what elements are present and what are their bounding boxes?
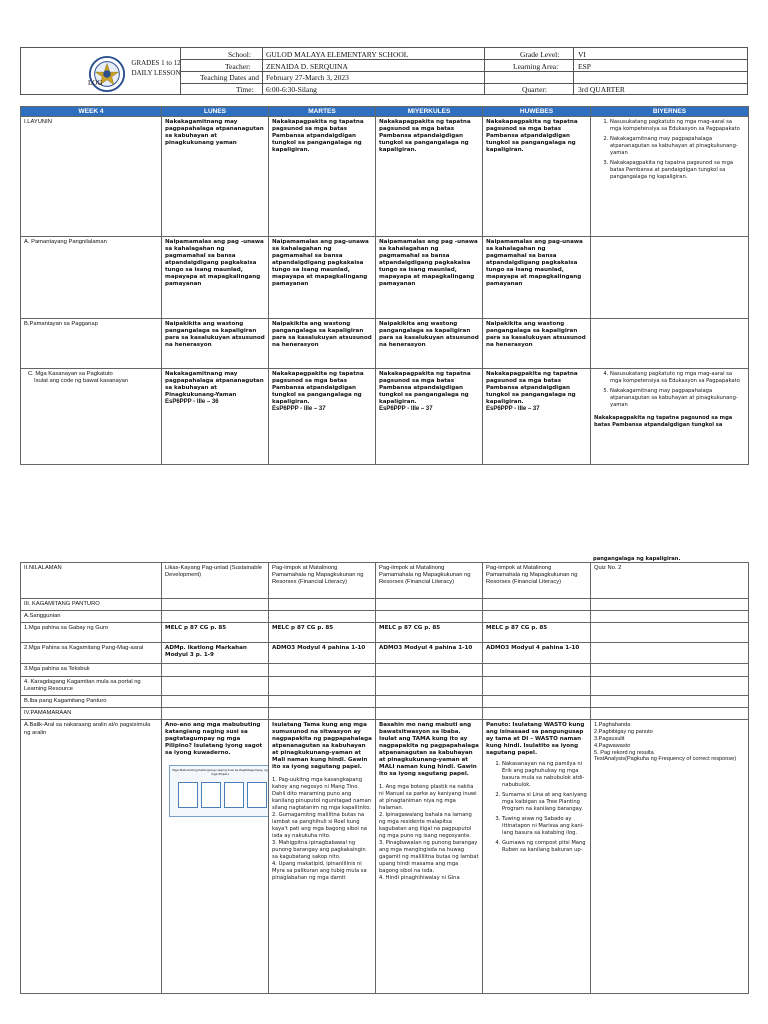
cell-balik-aral-huwebes [483,720,591,994]
empty-cell [483,708,591,720]
cell-text: Naipamamalas ang pag-unawa sa kahalagahan ng pagmamahal sa bansa atpandaigdigang pagkakaisa tungo sa isang maunlad, mapayapa at mapagkalingang pamayanan [272,239,369,288]
list-item: 4. Hindi pinaghihiwalay ni Gina [379,875,460,882]
cell-text: MELC p 87 CG p. 85 [165,625,227,632]
cell-balik-aral-martes [269,720,376,994]
list-item: 1. Pag-uukitng mga kasangkapang kahoy ang negosyo ni Mang Tino. Dahil dito maraming puno ang kanilang pinuputol ngunitagad naman silang nagtatanim ng mga kapalitnito. [272,777,372,812]
table-row [21,643,749,664]
list-item: 4.Pagwawasto [594,742,631,749]
list-item: 3. Pinagbawalan ng punong barangay ang mga mangingisda na huwag gagamit ng maliliitna butas ng lambat upang hindi masama ang mga bagong sibol na isda. [379,840,479,875]
empty-cell [162,676,269,695]
cell-text: Naipakikita ang wastong pangangalaga sa kapaligiran para sa kasalukuyan atsusunod na henerasyon [165,321,265,349]
grade-title-block [88,58,190,88]
list-item: 3. Tuwing araw ng Sabado ay ittinatapon ni Marissa ang kani-lang basura sa katabing ilog. [502,816,587,837]
cell-pagganap-miyerkules [376,319,483,369]
cell-nilalaman-miyerkules: Pag-iimpok at Matalinong Pamamahala ng Mapagkukunan ng Resorses (Financial Literacy) [376,563,483,599]
cell-text: MELC p 87 CG p. 85 [486,625,548,632]
competency-code: EsP6PPP - IIIe – 37 [486,406,540,413]
cell-pagganap-lunes [162,319,269,369]
col-header-lunes: LUNES [162,107,269,117]
col-header-biyernes: BIYERNES [591,107,749,117]
col-header-miyerkules: MIYERKULES [376,107,483,117]
list-item: 2. Gumagamitng malilitna butas na lambat sa panghihuli si Roel kung kaya't pati ang mga bagong sibol na isda ay nakukuha nito. [272,812,367,840]
cell-text: Ano-ano ang mga mabubuting katangiang naging susi sa pagtatagumpay ng mga Pilipino? Isulatang iyong sagot sa iyong kuwaderno. [165,722,263,757]
cell-mag-aaral-lunes [162,643,269,664]
cell-text: Nakakagamitnang may pagpapahalaga atpananagutan sa kabuhayan at Pinagkukunang-Yaman [165,371,264,399]
row-label-pamantayang-nilalaman: A. Pamantayang Pangnilalaman [21,237,162,319]
cell-mag-aaral-huwebes [483,643,591,664]
cell-layunin-biyernes [591,117,749,237]
empty-cell [269,599,376,611]
cell-mag-aaral-miyerkules [376,643,483,664]
row-label-layunin: I.LAYUNIN [21,117,162,237]
table-row [21,369,749,465]
school-value: GULOD MALAYA ELEMENTARY SCHOOL [266,50,409,59]
list-item: 2. Nakakagamitnang may pagpapahalaga atpananagutan sa kabuhayan at pinagkukunang-yaman [610,136,745,157]
empty-cell [376,664,483,676]
cell-text: Nakakapagpakita ng tapatna pagsunod sa mga batas Pambansa atpandaigdigan tungkol sa pangangalaga ng kapaligiran. [272,371,364,406]
cell-pagganap-huwebes [483,319,591,369]
empty-cell [269,664,376,676]
header-row-line [180,83,748,84]
teacher-label: Teacher: [225,62,251,71]
teacher-value: ZENAIDA D. SERQUINA [266,62,348,71]
cell-layunin-martes [269,117,376,237]
row-label-balik-aral: A.Balik-Aral sa nakaraang aralin at/o pagsisimula ng aralin [21,720,162,994]
cell-layunin-lunes [162,117,269,237]
empty-cell [269,708,376,720]
list-item: 2.Pagbibigay ng panuto [594,729,653,736]
cell-text: Naipamamalas ang pag -unawa sa kahalagahan ng pagmamahal sa bansa atpandaigdigang pagkakaisa tungo sa isang maunlad, mapayapa at mapagkalingang pamayanan [379,239,478,288]
list-item: 1. Ang mga boteng plastik na nakita ni Manuel sa parke ay kaniyang inuwi at pinagtaniman niya ng mga halaman. [379,784,477,812]
list-item: 5. Pag rekord ng resulta [594,749,654,756]
dates-value: February 27-March 3, 2023 [266,73,349,82]
col-header-week: WEEK 4 [21,107,162,117]
diagram-box [224,782,244,808]
empty-cell [376,708,483,720]
learning-area-value: ESP [578,62,591,71]
list-item: 3.Pagsusulit [594,736,625,743]
table-row [21,117,749,237]
list-item: 5. Nakakagamitnang may pagpapahalaga atpananagutan sa kabuhayan at pinagkukunang-yaman [610,388,745,409]
row-label-nilalaman: II.NILALAMAN [21,563,162,599]
list-item: 3. Nakakapagpakita ng tapatna pagsunod sa mga batas Pambansa at pandaigdigan tungkol sa pangangalaga ng kapaligiran. [610,160,745,181]
table-row [21,237,749,319]
row-label-gabay: 1.Mga pahina sa Gabay ng Guro [21,623,162,643]
empty-cell [162,611,269,623]
row-label-kagamitang-mag-aaral: 2.Mga Pahina sa Kagamitang Pang-Mag-aaral [21,643,162,664]
cell-text: Nakakagamitnang may pagpapahalaga atpananagutan sa kabuhayan at pinagkukunang yaman [165,119,264,147]
item-list [379,784,479,882]
empty-cell [269,676,376,695]
table-row [21,319,749,369]
cell-nilalaman-lunes [162,237,269,319]
table-row [21,696,749,708]
cell-gabay-martes [269,623,376,643]
competency-code: EsP6PPP - IIIe – 36 [165,399,219,406]
school-label: School: [228,50,251,59]
time-label: Time: [236,85,254,94]
cell-text: Naipakikita ang wastong pangangalaga sa kapaligiran para sa kasalukuyan atsusunod na henerasyon [272,321,372,349]
competency-code: EsP6PPP - IIIe – 37 [379,406,433,413]
diagram-box [247,782,267,808]
list-item: 1.Paghahanda [594,722,631,729]
cell-kasanayan-biyernes [591,369,749,465]
grade-level-label: Grade Level: [520,50,560,59]
empty-cell [376,599,483,611]
cell-text: ADMO3 Modyul 4 pahina 1-10 [486,645,580,652]
cell-nilalaman-martes: Pag-iimpok at Matalinong Pamamahala ng Mapagkukunan ng Resorses (Financial Literacy) [269,563,376,599]
table-row [21,676,749,695]
grade-title-line: LOG [88,79,103,87]
kasanayan-label: C. Mga Kasanayan sa Pagkatuto [28,371,113,378]
cell-layunin-huwebes [483,117,591,237]
col-header-huwebes: HUWEBES [483,107,591,117]
row-label-iba-pang-kagamitan: B.Iba pang Kagamitang Panturo [21,696,162,708]
table-row [21,611,749,623]
row-label-teksbuk: 3.Mga pahina sa Teksbuk [21,664,162,676]
cell-kasanayan-miyerkules [376,369,483,465]
list-item: 3. Mahigpitna ipinagbabawal ng punong barangay ang pagkakaingin sa kagubatang sakop nito. [272,840,366,861]
cell-text: Naipamamalas ang pag-unawa sa kahalagahan ng pagmamahal sa bansa atpandaigdigang pagkakaisa tungo sa isang maunlad, mapayapa at mapagkalingang pamayanan [486,239,583,288]
kasanayan-sublabel: Isulat ang code ng bawat kasanayan [34,378,129,385]
table-row [21,563,749,599]
cell-text: Basahin mo nang mabuti ang bawatsitwasyon sa ibaba. Isulat ang TAMA kung ito ay nagpapakita ng pagpapahalaga atpananagutan sa kabuhayan at pinagkukunang-yaman at MALI naman kung hindi. Gawin ito sa iyong sagutang papel. [379,722,479,778]
diagram-box [201,782,221,808]
empty-cell [591,623,749,643]
empty-cell [591,611,749,623]
cell-text: ADMO3 Modyul 4 pahina 1-10 [272,645,366,652]
list-item: 2. Ipinagawalang bahala na lamang ng mga residente malapitsa kagubatan ang iligal na pagpuputol ng mga puno ng isang negosyante. [379,812,472,840]
empty-cell [591,676,749,695]
list-item: 4. Gumawa ng compost pitsi Mang Ruben sa kanilang bakuran up- [502,840,587,854]
empty-cell [483,696,591,708]
table-row [21,708,749,720]
empty-cell [591,599,749,611]
empty-cell [591,664,749,676]
cell-text: MELC p 87 CG p. 85 [272,625,334,632]
row-label-pamamaraan: IV.PAMAMARAAN [21,708,162,720]
header-row-line [180,59,748,60]
empty-cell [483,599,591,611]
diagram-caption: Mga Mabubuting Katangiang naging Susi sa Pagtatagumpay ng mga Pilipino [172,768,268,777]
empty-cell [591,696,749,708]
carryover-text: pangangalaga ng kapaligiran. [593,556,681,562]
cell-nilalaman-lunes: Likas-Kayang Pag-unlad (Sustainable Development) [162,563,269,599]
cell-text: Isulatang Tama kung ang mga sumusunod na sitwasyon ay nagpapakita ng pagpapahalaga atpananagutan sa kabuhayan at pinagkukunang-yaman at Mali naman kung hindi. Gawin ito sa iyong sagutang papel. [272,722,372,771]
row-label-sanggunian: A.Sanggunian [21,611,162,623]
cell-text: Nakakapagpakita ng tapatna pagsunod sa mga batas Pambansa atpandaigdigan tungkol sa pangangalaga ng kapaligiran. [272,119,364,154]
cell-kasanayan-huwebes [483,369,591,465]
row-label-pamantayan-pagganap: B.Pamantayan sa Pagganap [21,319,162,369]
cell-text: Nakakapagpakita ng tapatna pagsunod sa mga batas Pambansa atpandaigdigan tungkol sa pangangalaga ng kapaligiran. [486,119,578,154]
cell-nilalaman-miyerkules [376,237,483,319]
empty-cell [376,676,483,695]
cell-balik-aral-biyernes [591,720,749,994]
cell-kasanayan-lunes [162,369,269,465]
empty-cell [376,611,483,623]
cell-text: Naipamamalas ang pag -unawa sa kahalagahan ng pagmamahal sa bansa atpandaigdigang pagkakaisa tungo sa isang maunlad, mapayapa at mapagkalingang pamayanan [165,239,264,288]
empty-cell [483,664,591,676]
cell-nilalaman-biyernes [591,237,749,319]
cell-pagganap-martes [269,319,376,369]
empty-cell [591,643,749,664]
cell-nilalaman-martes [269,237,376,319]
time-value: 6:00-6:30-Silang [266,85,317,94]
empty-cell [591,708,749,720]
cell-pagganap-biyernes [591,319,749,369]
cell-text: Nakakapagpakita ng tapatna pagsunod sa mga batas Pambansa atpandaigdigan tungkol sa pangangalaga ng kapaligiran. [486,371,578,406]
learning-area-label: Learning Area: [513,62,559,71]
empty-cell [483,676,591,695]
cell-text: Nakakapagpakita ng tapatna pagsunod sa mga batas Pambansa atpandaigdigan tungkol sa pangangalaga ng kapaligiran. [379,119,471,154]
header-row-line [180,71,748,72]
table-row [21,623,749,643]
empty-cell [376,696,483,708]
cell-text: MELC p 87 CG p. 85 [379,625,441,632]
cell-nilalaman-biyernes: Quiz No. 2 [591,563,749,599]
empty-cell [162,664,269,676]
weekly-objectives-table [20,106,749,465]
list-item: 4. Upang makatipid, ipinanlilinis ni Myra sa palikuran ang tubig mula sa pinaglabahan ng mga damit [272,861,367,882]
cell-text: Naipakikita ang wastong pangangalaga sa kapaligiran para sa kasalukuyan atsusunod na henerasyon [379,321,479,349]
cell-layunin-miyerkules [376,117,483,237]
quarter-value: 3rd QUARTER [578,85,625,94]
cell-text: Naipakikita ang wastong pangangalaga sa kapaligiran para sa kasalukuyan atsusunod na henerasyon [486,321,586,349]
list-item: 1. Nasusukatang pagkatuto ng mga mag-aaral sa mga kompetensiya sa Edukasyon sa Pagpapakato [610,119,745,133]
cell-gabay-huwebes [483,623,591,643]
grade-level-value: VI [578,50,586,59]
row-label-kasanayan [21,369,162,465]
cell-text: Panuto: Isulatang WASTO kung ang isinasaad sa pangungusap ay tama at DI – WASTO naman kung hindi. Isulatito sa iyong sagutang papel. [486,722,585,757]
row-label-karagdagang: 4. Karagdagang Kagamitan mula sa portal ng Learning Resource [21,676,162,695]
cell-kasanayan-martes [269,369,376,465]
katangian-diagram [169,765,269,817]
table-row [21,599,749,611]
grade-title-line: GRADES 1 to 12 [131,59,181,67]
row-label-kagamitan: III. KAGAMITANG PANTURO [21,599,162,611]
cell-text: ADMp. Ikatlong Markahan Modyul 3 p. 1-9 [165,645,247,659]
col-header-martes: MARTES [269,107,376,117]
empty-cell [162,696,269,708]
list-item: 1. Nakasanayan na ng pamilya ni Erik ang paghuhukay ng mga basura mula sa nabubulok atdi-nabubulok. [502,761,587,789]
cell-balik-aral-lunes [162,720,269,994]
cell-balik-aral-miyerkules [376,720,483,994]
content-procedure-table [20,562,749,994]
quarter-label: Quarter: [522,85,547,94]
cell-text: ADMO3 Modyul 4 pahina 1-10 [379,645,473,652]
competency-code: EsP6PPP - IIIe – 37 [272,406,326,413]
cell-text: Nakakapagpakita ng tapatna pagsunod sa mga batas Pambansa atpandaigdigan tungkol sa pangangalaga ng kapaligiran. [379,371,471,406]
diagram-box [178,782,198,808]
empty-cell [483,611,591,623]
cell-mag-aaral-martes [269,643,376,664]
list-item: 4. Nasusukatang pagkatuto ng mga mag-aaral sa mga kompetensiya sa Edukasyon sa Pagpapakato [610,371,745,385]
table-row [21,664,749,676]
grade-title-line: DAILY LESSON [131,69,181,77]
cell-text: Nakakapagpakita ng tapatna pagsunod sa mga batas Pambansa atpandaigdigan tungkol sa [594,415,733,429]
empty-cell [269,696,376,708]
list-item: TestAnalysis(Pagkuha ng Frequency of correct response) [594,756,737,763]
empty-cell [162,708,269,720]
list-item: 2. Sumama si Lina at ang kaniyang mga kaibigan sa Tree Planting Program na kanilang barangay. [502,792,587,813]
item-list [272,777,372,882]
table-row [21,720,749,994]
cell-nilalaman-huwebes [483,237,591,319]
cell-gabay-lunes [162,623,269,643]
empty-cell [269,611,376,623]
empty-cell [162,599,269,611]
cell-gabay-miyerkules [376,623,483,643]
cell-nilalaman-huwebes: Pag-iimpok at Matalinong Pamamahala ng Mapagkukunan ng Resorses (Financial Literacy) [483,563,591,599]
dates-label: Teaching Dates and [200,73,260,82]
